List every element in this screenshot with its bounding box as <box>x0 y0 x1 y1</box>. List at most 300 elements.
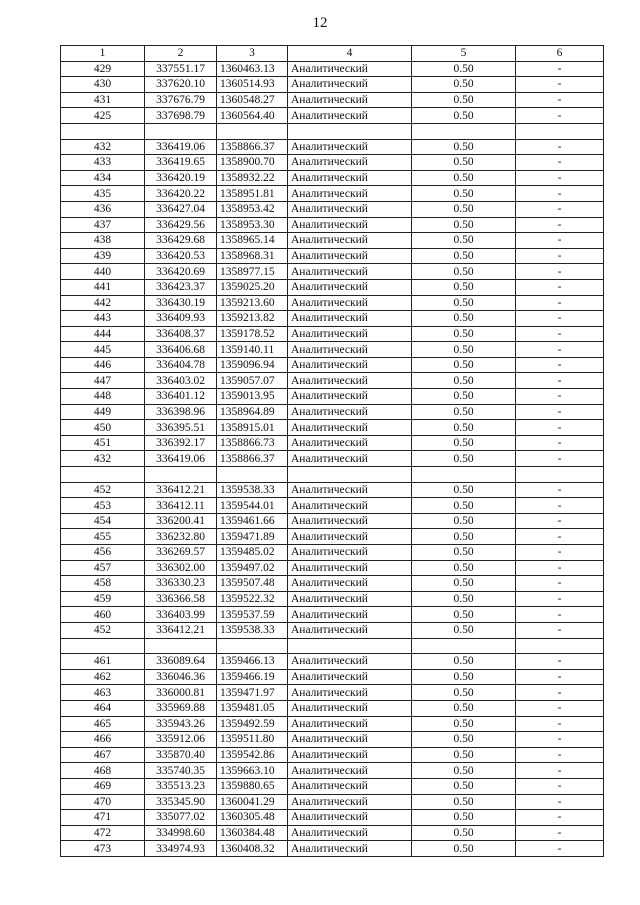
cell-note: - <box>516 373 604 389</box>
cell-x-coordinate: 336406.68 <box>145 342 217 358</box>
cell-accuracy: 0.50 <box>412 654 516 670</box>
cell-method: Аналитический <box>288 763 412 779</box>
cell-note <box>516 123 604 139</box>
cell-note: - <box>516 155 604 171</box>
cell-point-number: 450 <box>61 420 145 436</box>
cell-accuracy: 0.50 <box>412 685 516 701</box>
cell-point-number: 434 <box>61 170 145 186</box>
cell-method: Аналитический <box>288 342 412 358</box>
cell-point-number: 436 <box>61 201 145 217</box>
cell-accuracy: 0.50 <box>412 279 516 295</box>
cell-y-coordinate: 1359542.86 <box>217 747 288 763</box>
table-row <box>61 794 604 810</box>
cell-method: Аналитический <box>288 529 412 545</box>
cell-method: Аналитический <box>288 233 412 249</box>
cell-note: - <box>516 576 604 592</box>
cell-point-number: 458 <box>61 576 145 592</box>
cell-note: - <box>516 763 604 779</box>
cell-method: Аналитический <box>288 420 412 436</box>
cell-x-coordinate: 336408.37 <box>145 326 217 342</box>
cell-x-coordinate: 336232.80 <box>145 529 217 545</box>
cell-method: Аналитический <box>288 841 412 857</box>
cell-accuracy: 0.50 <box>412 248 516 264</box>
cell-x-coordinate: 336089.64 <box>145 654 217 670</box>
cell-method: Аналитический <box>288 747 412 763</box>
table-row <box>61 700 604 716</box>
cell-accuracy: 0.50 <box>412 732 516 748</box>
cell-method: Аналитический <box>288 654 412 670</box>
table-row <box>61 591 604 607</box>
cell-accuracy: 0.50 <box>412 404 516 420</box>
cell-accuracy: 0.50 <box>412 622 516 638</box>
table-row <box>61 560 604 576</box>
table-row <box>61 810 604 826</box>
cell-method: Аналитический <box>288 326 412 342</box>
cell-accuracy: 0.50 <box>412 201 516 217</box>
cell-method <box>288 123 412 139</box>
cell-accuracy: 0.50 <box>412 108 516 124</box>
cell-note: - <box>516 482 604 498</box>
cell-method: Аналитический <box>288 513 412 529</box>
cell-accuracy: 0.50 <box>412 763 516 779</box>
cell-y-coordinate: 1359466.13 <box>217 654 288 670</box>
cell-note: - <box>516 389 604 405</box>
cell-method <box>288 638 412 654</box>
cell-point-number: 455 <box>61 529 145 545</box>
cell-x-coordinate: 337620.10 <box>145 77 217 93</box>
cell-point-number: 438 <box>61 233 145 249</box>
cell-point-number: 435 <box>61 186 145 202</box>
cell-accuracy: 0.50 <box>412 669 516 685</box>
cell-point-number: 449 <box>61 404 145 420</box>
cell-method: Аналитический <box>288 622 412 638</box>
cell-method: Аналитический <box>288 248 412 264</box>
header-col-2: 2 <box>145 46 217 62</box>
cell-x-coordinate: 336302.00 <box>145 560 217 576</box>
cell-accuracy: 0.50 <box>412 233 516 249</box>
cell-y-coordinate: 1359544.01 <box>217 498 288 514</box>
table-row <box>61 155 604 171</box>
cell-x-coordinate: 336409.93 <box>145 311 217 327</box>
cell-method: Аналитический <box>288 451 412 467</box>
cell-y-coordinate: 1358900.70 <box>217 155 288 171</box>
table-row <box>61 170 604 186</box>
cell-note: - <box>516 669 604 685</box>
cell-note: - <box>516 326 604 342</box>
cell-x-coordinate: 337698.79 <box>145 108 217 124</box>
cell-method: Аналитический <box>288 170 412 186</box>
cell-note: - <box>516 685 604 701</box>
cell-accuracy: 0.50 <box>412 810 516 826</box>
cell-point-number: 441 <box>61 279 145 295</box>
cell-y-coordinate: 1359522.32 <box>217 591 288 607</box>
cell-method: Аналитический <box>288 61 412 77</box>
cell-point-number: 430 <box>61 77 145 93</box>
cell-y-coordinate: 1359538.33 <box>217 482 288 498</box>
header-col-3: 3 <box>217 46 288 62</box>
cell-x-coordinate: 336200.41 <box>145 513 217 529</box>
cell-method: Аналитический <box>288 77 412 93</box>
cell-note: - <box>516 529 604 545</box>
table-row <box>61 77 604 93</box>
cell-method: Аналитический <box>288 108 412 124</box>
cell-x-coordinate: 336419.06 <box>145 451 217 467</box>
cell-x-coordinate: 335740.35 <box>145 763 217 779</box>
cell-method: Аналитический <box>288 498 412 514</box>
cell-point-number: 452 <box>61 622 145 638</box>
table-row <box>61 435 604 451</box>
cell-method: Аналитический <box>288 685 412 701</box>
cell-y-coordinate: 1358968.31 <box>217 248 288 264</box>
cell-method: Аналитический <box>288 778 412 794</box>
table-row <box>61 404 604 420</box>
cell-y-coordinate: 1358953.30 <box>217 217 288 233</box>
cell-point-number: 471 <box>61 810 145 826</box>
cell-x-coordinate: 337551.17 <box>145 61 217 77</box>
cell-note <box>516 467 604 483</box>
table-row <box>61 451 604 467</box>
cell-point-number: 432 <box>61 451 145 467</box>
cell-note: - <box>516 92 604 108</box>
cell-note: - <box>516 170 604 186</box>
cell-note: - <box>516 139 604 155</box>
table-row <box>61 747 604 763</box>
cell-y-coordinate: 1359537.59 <box>217 607 288 623</box>
cell-accuracy: 0.50 <box>412 217 516 233</box>
table-row <box>61 654 604 670</box>
coordinates-table <box>60 45 604 857</box>
cell-y-coordinate: 1359057.07 <box>217 373 288 389</box>
cell-y-coordinate: 1359466.19 <box>217 669 288 685</box>
cell-x-coordinate: 336403.99 <box>145 607 217 623</box>
cell-accuracy <box>412 638 516 654</box>
table-row <box>61 295 604 311</box>
cell-note: - <box>516 716 604 732</box>
cell-y-coordinate: 1358932.22 <box>217 170 288 186</box>
cell-x-coordinate: 336429.68 <box>145 233 217 249</box>
cell-accuracy: 0.50 <box>412 435 516 451</box>
cell-y-coordinate: 1358953.42 <box>217 201 288 217</box>
cell-y-coordinate: 1360305.48 <box>217 810 288 826</box>
cell-accuracy <box>412 123 516 139</box>
table-row <box>61 482 604 498</box>
table-row <box>61 576 604 592</box>
cell-note: - <box>516 342 604 358</box>
cell-x-coordinate: 335870.40 <box>145 747 217 763</box>
cell-note: - <box>516 233 604 249</box>
cell-accuracy: 0.50 <box>412 326 516 342</box>
table-row <box>61 108 604 124</box>
cell-x-coordinate: 336419.65 <box>145 155 217 171</box>
cell-method: Аналитический <box>288 264 412 280</box>
cell-note: - <box>516 451 604 467</box>
cell-y-coordinate: 1360384.48 <box>217 825 288 841</box>
cell-point-number: 453 <box>61 498 145 514</box>
table-row <box>61 778 604 794</box>
cell-x-coordinate: 336429.56 <box>145 217 217 233</box>
cell-point-number: 433 <box>61 155 145 171</box>
cell-note: - <box>516 435 604 451</box>
cell-point-number: 467 <box>61 747 145 763</box>
cell-y-coordinate: 1359507.48 <box>217 576 288 592</box>
cell-accuracy: 0.50 <box>412 373 516 389</box>
cell-y-coordinate <box>217 123 288 139</box>
cell-accuracy: 0.50 <box>412 264 516 280</box>
cell-point-number: 457 <box>61 560 145 576</box>
cell-accuracy: 0.50 <box>412 170 516 186</box>
cell-point-number: 447 <box>61 373 145 389</box>
table-row <box>61 529 604 545</box>
cell-y-coordinate: 1359025.20 <box>217 279 288 295</box>
cell-note: - <box>516 61 604 77</box>
cell-x-coordinate: 336423.37 <box>145 279 217 295</box>
cell-x-coordinate: 336403.02 <box>145 373 217 389</box>
table-row <box>61 311 604 327</box>
cell-x-coordinate: 336419.06 <box>145 139 217 155</box>
cell-accuracy: 0.50 <box>412 342 516 358</box>
cell-point-number: 464 <box>61 700 145 716</box>
table-row <box>61 389 604 405</box>
table-row <box>61 201 604 217</box>
cell-point-number: 473 <box>61 841 145 857</box>
cell-y-coordinate: 1358866.37 <box>217 139 288 155</box>
cell-note: - <box>516 700 604 716</box>
cell-note: - <box>516 420 604 436</box>
cell-y-coordinate: 1358866.73 <box>217 435 288 451</box>
cell-accuracy: 0.50 <box>412 794 516 810</box>
cell-x-coordinate <box>145 467 217 483</box>
cell-point-number: 442 <box>61 295 145 311</box>
header-col-5: 5 <box>412 46 516 62</box>
cell-y-coordinate: 1359213.82 <box>217 311 288 327</box>
cell-accuracy: 0.50 <box>412 576 516 592</box>
cell-x-coordinate: 336398.96 <box>145 404 217 420</box>
cell-x-coordinate: 336430.19 <box>145 295 217 311</box>
cell-x-coordinate: 336000.81 <box>145 685 217 701</box>
table-row <box>61 61 604 77</box>
table-row <box>61 279 604 295</box>
table-row <box>61 342 604 358</box>
cell-point-number: 469 <box>61 778 145 794</box>
table-row <box>61 139 604 155</box>
cell-method: Аналитический <box>288 607 412 623</box>
header-col-4: 4 <box>288 46 412 62</box>
cell-note: - <box>516 732 604 748</box>
cell-method: Аналитический <box>288 591 412 607</box>
page-number: 12 <box>312 15 328 31</box>
cell-accuracy: 0.50 <box>412 841 516 857</box>
cell-method: Аналитический <box>288 545 412 561</box>
cell-y-coordinate: 1359461.66 <box>217 513 288 529</box>
cell-method: Аналитический <box>288 669 412 685</box>
cell-x-coordinate: 336401.12 <box>145 389 217 405</box>
cell-point-number: 452 <box>61 482 145 498</box>
cell-method: Аналитический <box>288 404 412 420</box>
cell-y-coordinate: 1359485.02 <box>217 545 288 561</box>
cell-note: - <box>516 810 604 826</box>
cell-x-coordinate: 337676.79 <box>145 92 217 108</box>
cell-y-coordinate: 1358965.14 <box>217 233 288 249</box>
cell-y-coordinate: 1359492.59 <box>217 716 288 732</box>
cell-point-number <box>61 638 145 654</box>
cell-accuracy: 0.50 <box>412 311 516 327</box>
cell-note: - <box>516 108 604 124</box>
cell-x-coordinate: 336330.23 <box>145 576 217 592</box>
cell-note: - <box>516 201 604 217</box>
cell-x-coordinate: 336412.21 <box>145 482 217 498</box>
cell-method: Аналитический <box>288 700 412 716</box>
cell-note: - <box>516 794 604 810</box>
table-row <box>61 825 604 841</box>
cell-accuracy: 0.50 <box>412 451 516 467</box>
cell-accuracy: 0.50 <box>412 700 516 716</box>
table-row <box>61 498 604 514</box>
cell-accuracy: 0.50 <box>412 591 516 607</box>
cell-y-coordinate: 1359178.52 <box>217 326 288 342</box>
cell-note: - <box>516 217 604 233</box>
cell-x-coordinate <box>145 638 217 654</box>
table-row <box>61 763 604 779</box>
cell-note: - <box>516 357 604 373</box>
cell-y-coordinate <box>217 467 288 483</box>
cell-accuracy: 0.50 <box>412 560 516 576</box>
cell-x-coordinate: 335969.88 <box>145 700 217 716</box>
cell-note: - <box>516 186 604 202</box>
cell-accuracy: 0.50 <box>412 77 516 93</box>
cell-method: Аналитический <box>288 716 412 732</box>
cell-accuracy: 0.50 <box>412 357 516 373</box>
table-row <box>61 716 604 732</box>
cell-point-number: 437 <box>61 217 145 233</box>
cell-method: Аналитический <box>288 186 412 202</box>
cell-point-number: 445 <box>61 342 145 358</box>
cell-note: - <box>516 591 604 607</box>
cell-x-coordinate: 335912.06 <box>145 732 217 748</box>
cell-method: Аналитический <box>288 482 412 498</box>
cell-x-coordinate: 334998.60 <box>145 825 217 841</box>
cell-method: Аналитический <box>288 576 412 592</box>
cell-point-number: 459 <box>61 591 145 607</box>
cell-point-number: 446 <box>61 357 145 373</box>
cell-y-coordinate: 1360514.93 <box>217 77 288 93</box>
cell-note: - <box>516 404 604 420</box>
cell-method <box>288 467 412 483</box>
cell-method: Аналитический <box>288 794 412 810</box>
cell-point-number: 472 <box>61 825 145 841</box>
cell-note <box>516 638 604 654</box>
cell-point-number: 456 <box>61 545 145 561</box>
cell-y-coordinate: 1358866.37 <box>217 451 288 467</box>
cell-point-number: 432 <box>61 139 145 155</box>
cell-note: - <box>516 311 604 327</box>
table-row <box>61 186 604 202</box>
table-row <box>61 264 604 280</box>
cell-y-coordinate: 1358964.89 <box>217 404 288 420</box>
cell-accuracy <box>412 467 516 483</box>
cell-method: Аналитический <box>288 295 412 311</box>
cell-method: Аналитический <box>288 825 412 841</box>
cell-x-coordinate: 335943.26 <box>145 716 217 732</box>
cell-note: - <box>516 778 604 794</box>
cell-point-number: 448 <box>61 389 145 405</box>
cell-method: Аналитический <box>288 217 412 233</box>
cell-point-number: 443 <box>61 311 145 327</box>
cell-x-coordinate <box>145 123 217 139</box>
cell-method: Аналитический <box>288 311 412 327</box>
table-row <box>61 420 604 436</box>
cell-accuracy: 0.50 <box>412 295 516 311</box>
cell-method: Аналитический <box>288 139 412 155</box>
cell-x-coordinate: 336046.36 <box>145 669 217 685</box>
table-row <box>61 545 604 561</box>
cell-point-number <box>61 123 145 139</box>
cell-accuracy: 0.50 <box>412 825 516 841</box>
table-row <box>61 373 604 389</box>
cell-y-coordinate: 1360463.13 <box>217 61 288 77</box>
cell-x-coordinate: 336412.11 <box>145 498 217 514</box>
cell-x-coordinate: 335077.02 <box>145 810 217 826</box>
cell-x-coordinate: 336366.58 <box>145 591 217 607</box>
cell-point-number: 461 <box>61 654 145 670</box>
cell-y-coordinate: 1360548.27 <box>217 92 288 108</box>
table-row <box>61 685 604 701</box>
cell-point-number: 440 <box>61 264 145 280</box>
cell-y-coordinate: 1359213.60 <box>217 295 288 311</box>
cell-point-number: 466 <box>61 732 145 748</box>
cell-note: - <box>516 560 604 576</box>
cell-accuracy: 0.50 <box>412 529 516 545</box>
cell-method: Аналитический <box>288 279 412 295</box>
cell-accuracy: 0.50 <box>412 545 516 561</box>
cell-note: - <box>516 825 604 841</box>
cell-point-number: 425 <box>61 108 145 124</box>
table-row <box>61 123 604 139</box>
cell-method: Аналитический <box>288 201 412 217</box>
table-row <box>61 92 604 108</box>
table-row <box>61 217 604 233</box>
cell-point-number: 429 <box>61 61 145 77</box>
cell-y-coordinate: 1358977.15 <box>217 264 288 280</box>
table-header-row <box>61 46 604 62</box>
cell-point-number: 462 <box>61 669 145 685</box>
cell-point-number <box>61 467 145 483</box>
cell-accuracy: 0.50 <box>412 607 516 623</box>
cell-point-number: 451 <box>61 435 145 451</box>
cell-accuracy: 0.50 <box>412 92 516 108</box>
cell-accuracy: 0.50 <box>412 155 516 171</box>
cell-point-number: 454 <box>61 513 145 529</box>
table-row <box>61 233 604 249</box>
cell-y-coordinate: 1359140.11 <box>217 342 288 358</box>
table-row <box>61 638 604 654</box>
cell-x-coordinate: 336420.22 <box>145 186 217 202</box>
cell-y-coordinate: 1360041.29 <box>217 794 288 810</box>
cell-y-coordinate: 1359471.97 <box>217 685 288 701</box>
cell-point-number: 465 <box>61 716 145 732</box>
cell-accuracy: 0.50 <box>412 186 516 202</box>
cell-note: - <box>516 295 604 311</box>
cell-note: - <box>516 841 604 857</box>
cell-accuracy: 0.50 <box>412 498 516 514</box>
cell-method: Аналитический <box>288 435 412 451</box>
cell-y-coordinate: 1359511.80 <box>217 732 288 748</box>
cell-method: Аналитический <box>288 92 412 108</box>
cell-x-coordinate: 336395.51 <box>145 420 217 436</box>
cell-point-number: 463 <box>61 685 145 701</box>
cell-method: Аналитический <box>288 810 412 826</box>
cell-note: - <box>516 622 604 638</box>
table-row <box>61 732 604 748</box>
